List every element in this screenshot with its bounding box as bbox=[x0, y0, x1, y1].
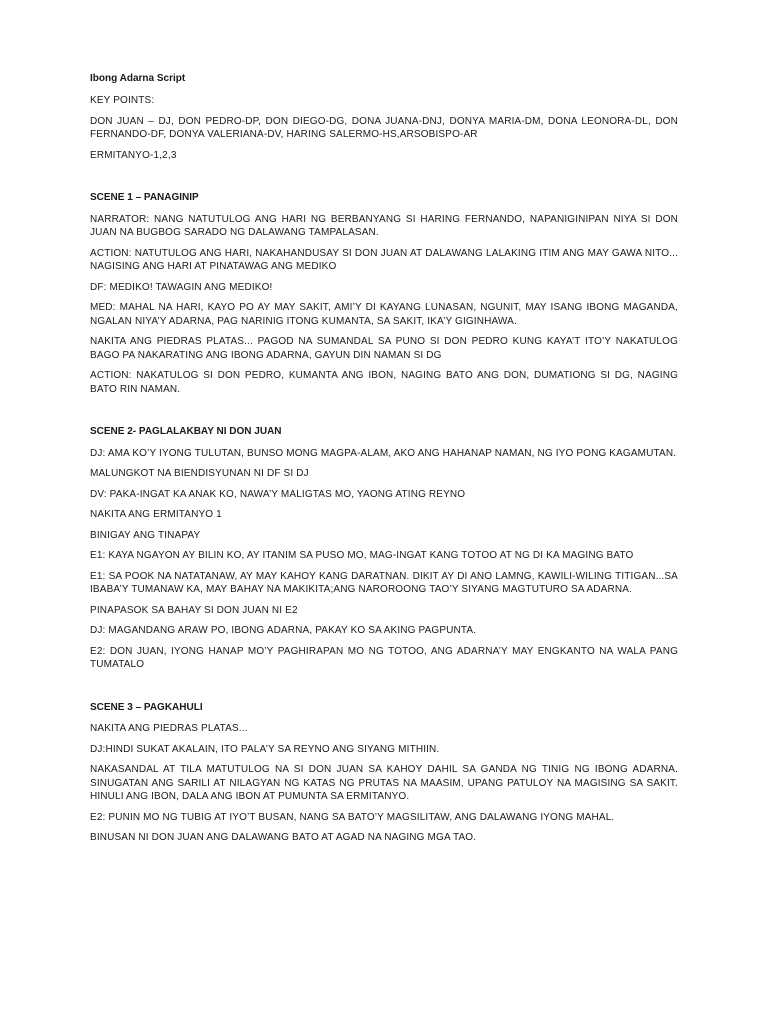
script-line: DF: MEDIKO! TAWAGIN ANG MEDIKO! bbox=[90, 281, 273, 293]
intro-character-list: DON JUAN – DJ, DON PEDRO-DP, DON DIEGO-DG, DONA JUANA-DNJ, DONYA MARIA-DM, DONA LEONORA-DL, DON FERNANDO-DF, DONYA VALERIANA-DV, HARING SALERMO-HS,ARSOBISPO-AR bbox=[90, 115, 678, 140]
document-title: Ibong Adarna Script bbox=[90, 73, 186, 84]
script-line: MALUNGKOT NA BIENDISYUNAN NI DF SI DJ bbox=[90, 468, 309, 479]
script-line: BINIGAY ANG TINAPAY bbox=[90, 529, 201, 541]
script-line: E2: DON JUAN, IYONG HANAP MO’Y PAGHIRAPAN MO NG TOTOO, ANG ADARNA’Y MAY ENGKANTO NA WALA PANG TUMATALO bbox=[90, 645, 678, 670]
scene-heading: SCENE 1 – PANAGINIP bbox=[90, 192, 199, 203]
script-line: E1: KAYA NGAYON AY BILIN KO, AY ITANIM SA PUSO MO, MAG-INGAT KANG TOTOO AT NG DI KA MAGING BATO bbox=[90, 550, 634, 561]
script-line: NAKITA ANG PIEDRAS PLATAS... PAGOD NA SUMANDAL SA PUNO SI DON PEDRO KUNG KAYA’T ITO’Y NAKATULOG BAGO PA NAKARATING ANG IBONG ADARNA, GAYUN DIN NAMAN SI DG bbox=[90, 336, 678, 361]
script-line: MED: MAHAL NA HARI, KAYO PO AY MAY SAKIT, AMI’Y DI KAYANG LUNASAN, NGUNIT, MAY ISANG IBONG MAGANDA, NGALAN NIYA’Y ADARNA, PAG NARINIG ITONG KUMANTA, SA SAKIT, IKA’Y GIGINHAWA. bbox=[90, 302, 678, 327]
script-line: E1: SA POOK NA NATATANAW, AY MAY KAHOY KANG DARATNAN. DIKIT AY DI ANO LAMNG, KAWILI-WILING TITIGAN...SA IBABA’Y TUMANAW KA, MAY BAHAY NA MAKIKITA;ANG NAROROONG TAO’Y SIYANG MAGTUTURO SA ADARNA. bbox=[90, 570, 678, 595]
intro-ermitanyo: ERMITANYO-1,2,3 bbox=[90, 149, 177, 161]
script-line: ACTION: NAKATULOG SI DON PEDRO, KUMANTA ANG IBON, NAGING BATO ANG DON, DUMATIONG SI DG, NAGING BATO RIN NAMAN. bbox=[90, 370, 678, 395]
script-line: DJ:HINDI SUKAT AKALAIN, ITO PALA’Y SA REYNO ANG SIYANG MITHIIN. bbox=[90, 743, 440, 755]
script-line: ACTION: NATUTULOG ANG HARI, NAKAHANDUSAY SI DON JUAN AT DALAWANG LALAKING ITIM ANG MAY GAWA NITO... NAGISING ANG HARI AT PINATAWAG ANG MEDIKO bbox=[90, 247, 678, 272]
script-line: NAKASANDAL AT TILA MATUTULOG NA SI DON JUAN SA KAHOY DAHIL SA GANDA NG TINIG NG IBONG ADARNA. SINUGATAN ANG SARILI AT NILAGYAN NG KATAS NG PRUTAS NA MAASIM, UPANG PATULOY NA MAGISING SA SAKIT. HINULI ANG IBON, DALA ANG IBON AT PUMUNTA SA ERMITANYO. bbox=[90, 764, 678, 802]
script-line: DV: PAKA-INGAT KA ANAK KO, NAWA’Y MALIGTAS MO, YAONG ATING REYNO bbox=[90, 488, 466, 500]
scene-heading: SCENE 3 – PAGKAHULI bbox=[90, 701, 203, 713]
script-line: BINUSAN NI DON JUAN ANG DALAWANG BATO AT AGAD NA NAGING MGA TAO. bbox=[90, 832, 477, 843]
intro-key-points: KEY POINTS: bbox=[90, 95, 155, 106]
script-line: NAKITA ANG PIEDRAS PLATAS... bbox=[90, 723, 248, 734]
script-line: E2: PUNIN MO NG TUBIG AT IYO’T BUSAN, NANG SA BATO’Y MAGSILITAW, ANG DALAWANG IYONG MAHAL. bbox=[90, 811, 615, 823]
script-line: DJ: MAGANDANG ARAW PO, IBONG ADARNA, PAKAY KO SA AKING PAGPUNTA. bbox=[90, 625, 477, 636]
scene-heading: SCENE 2- PAGLALAKBAY NI DON JUAN bbox=[90, 426, 282, 437]
scene-3 bbox=[90, 701, 678, 845]
script-line: DJ: AMA KO’Y IYONG TULUTAN, BUNSO MONG MAGPA-ALAM, AKO ANG HAHANAP NAMAN, NG IYO PONG KAGAMUTAN. bbox=[90, 447, 677, 459]
scene-2 bbox=[90, 425, 678, 672]
script-line: NAKITA ANG ERMITANYO 1 bbox=[90, 509, 222, 520]
scene-1 bbox=[90, 191, 678, 396]
script-line: NARRATOR: NANG NATUTULOG ANG HARI NG BERBANYANG SI HARING FERNANDO, NAPANIGINIPAN NIYA SI DON JUAN NA BUGBOG SARADO NG DALAWANG TAMPALASAN. bbox=[90, 213, 678, 238]
script-line: PINAPASOK SA BAHAY SI DON JUAN NI E2 bbox=[90, 604, 298, 616]
